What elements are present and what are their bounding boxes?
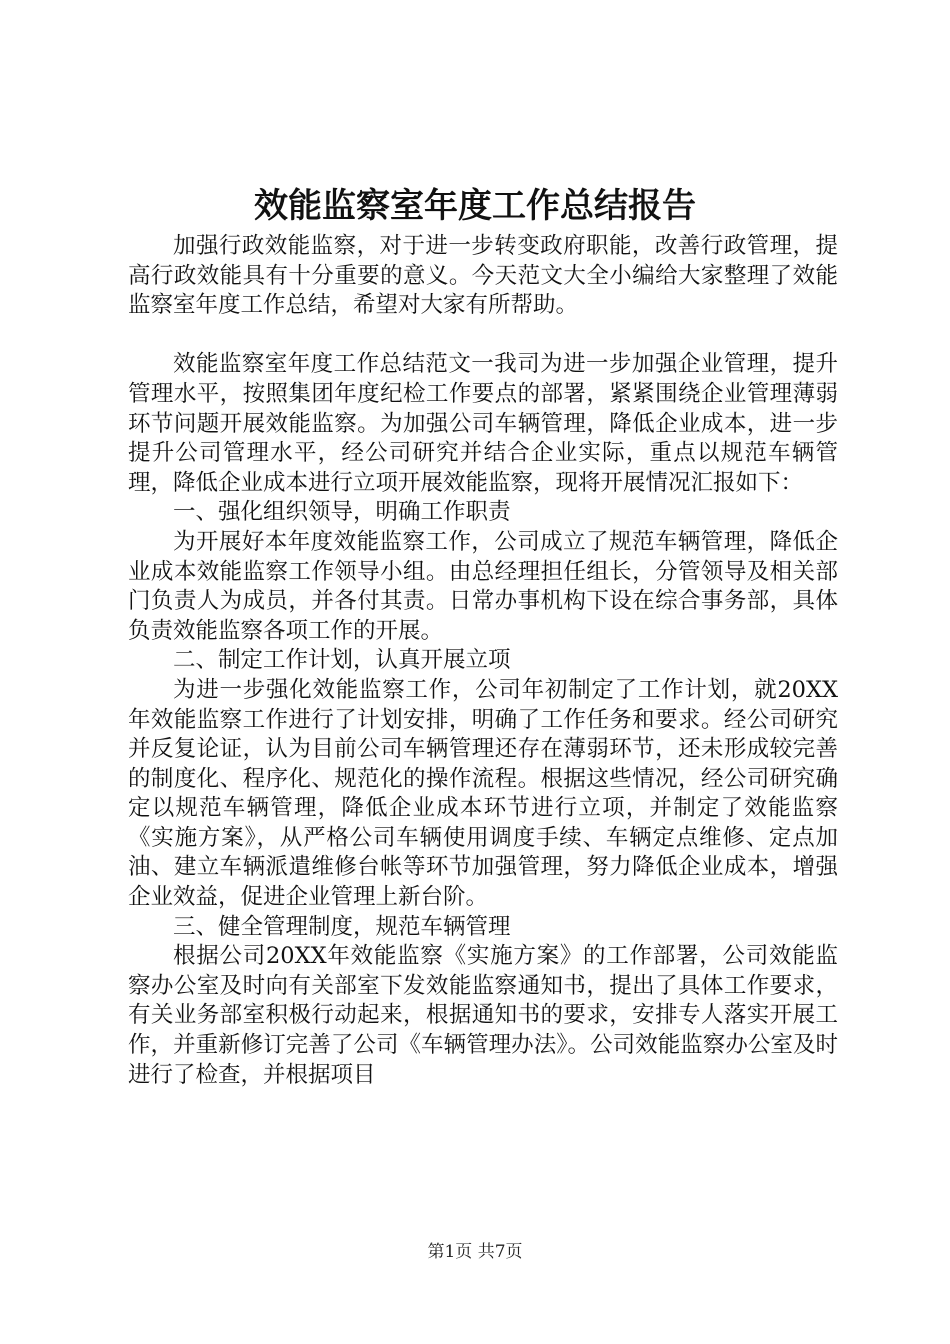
document-title: 效能监察室年度工作总结报告	[254, 186, 696, 226]
paragraph-spacer	[128, 321, 838, 351]
body-paragraph: 为进一步强化效能监察工作，公司年初制定了工作计划，就20XX年效能监察工作进行了计划安排，明确了工作任务和要求。经公司研究并反复论证，认为目前公司车辆管理还存在薄弱环节，还未形成较完善的制度化、程序化、规范化的操作流程。根据这些情况，经公司研究确定以规范车辆管理，降低企业成本环节进行立项，并制定了效能监察《实施方案》，从严格公司车辆使用调度手续、车辆定点维修、定点加油、建立车辆派遣维修台帐等环节加强管理，努力降低企业成本，增强企业效益，促进企业管理上新台阶。	[128, 676, 838, 911]
body-paragraph: 效能监察室年度工作总结范文一我司为进一步加强企业管理，提升管理水平，按照集团年度纪检工作要点的部署，紧紧围绕企业管理薄弱环节问题开展效能监察。为加强公司车辆管理，降低企业成本，进一步提升公司管理水平，经公司研究并结合企业实际，重点以规范车辆管理，降低企业成本进行立项开展效能监察，现将开展情况汇报如下：	[128, 351, 838, 496]
document-body	[128, 232, 838, 1090]
section-heading-2: 二、制定工作计划，认真开展立项	[173, 647, 511, 674]
body-paragraph: 为开展好本年度效能监察工作，公司成立了规范车辆管理，降低企业成本效能监察工作领导小组。由总经理担任组长，分管领导及相关部门负责人为成员，并各付其责。日常办事机构下设在综合事务部，具体负责效能监察各项工作的开展。	[128, 528, 838, 644]
body-paragraph: 根据公司20XX年效能监察《实施方案》的工作部署，公司效能监察办公室及时向有关部室下发效能监察通知书，提出了具体工作要求，有关业务部室积极行动起来，根据通知书的要求，安排专人落实开展工作，并重新修订完善了公司《车辆管理办法》。公司效能监察办公室及时进行了检查，并根据项目	[128, 943, 838, 1088]
page-number-footer: 第1页 共7页	[427, 1242, 523, 1262]
intro-paragraph: 加强行政效能监察，对于进一步转变政府职能，改善行政管理，提高行政效能具有十分重要的意义。今天范文大全小编给大家整理了效能监察室年度工作总结，希望对大家有所帮助。	[128, 233, 838, 319]
section-heading-1: 一、强化组织领导，明确工作职责	[173, 499, 511, 526]
section-heading-3: 三、健全管理制度，规范车辆管理	[173, 913, 511, 940]
